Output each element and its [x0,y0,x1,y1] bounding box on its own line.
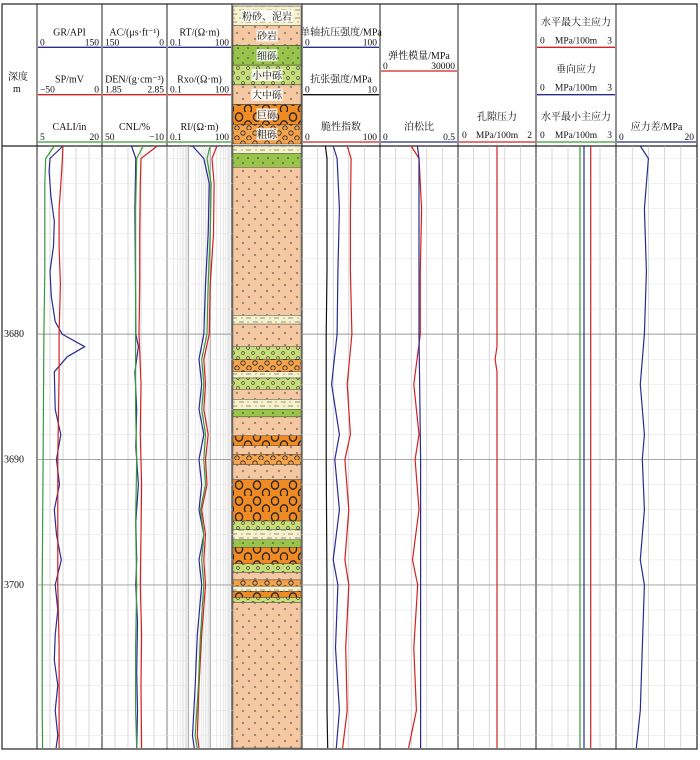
depth-tick-3680: 3680 [4,329,24,341]
header-t5-max-2: 100 [362,133,377,143]
header-t3-max-2: 100 [214,133,229,143]
lithology-bed-20 [233,540,301,548]
header-t5-max-0: 100 [362,38,377,49]
header-t2-max-1: 2.85 [147,85,164,96]
header-t6-max-0: 30000 [431,62,455,72]
header-t1-title-2: CALI/in [52,122,87,133]
curve-t6-0 [409,146,422,748]
lithology-bed-11 [233,409,301,417]
curve-t6-1 [417,146,420,748]
header-t3-min-2: 0.1 [170,133,182,143]
header-t8-max-0: 3 [607,36,612,47]
header-t8-title-2: 水平最小主应力 [541,112,611,123]
curve-t2-0 [132,146,139,748]
header-t1-min-2: 5 [40,133,45,143]
depth-unit-label: m [13,84,21,95]
header-t2-min-2: 50 [105,133,115,143]
header-t8-unit-0: MPa/100m [554,36,598,47]
header-t1-max-2: 20 [89,133,99,143]
header-t3-min-0: 0.1 [170,38,182,49]
header-t9-max-0: 20 [684,133,694,143]
lithology-bed-19 [233,530,301,540]
header-t3-max-0: 100 [214,38,229,49]
depth-tick-3690: 3690 [4,454,24,466]
header-t6-min-0: 0 [383,62,388,72]
lithology-bed-6 [233,359,301,372]
header-t8-unit-1: MPa/100m [554,83,598,94]
header-t5-min-1: 0 [305,85,310,96]
lithology-legend-label-0: 粉砂、泥岩 [242,11,292,23]
lithology-bed-16 [233,465,301,480]
lithology-bed-9 [233,389,301,399]
header-t7-unit-0: MPa/100m [475,131,519,141]
header-t3-min-1: 0.1 [170,85,182,96]
header-t2-max-2: −10 [149,133,164,143]
lithology-legend-label-5: 巨砾 [257,110,277,122]
header-t8-min-1: 0 [540,83,545,94]
curve-t7-0 [495,146,497,748]
lithology-bed-0 [233,146,301,154]
header-t8-min-0: 0 [540,36,545,47]
lithology-bed-7 [233,372,301,378]
lithology-bed-18 [233,521,301,530]
header-t9-min-0: 0 [619,133,624,143]
header-t5-max-1: 10 [367,85,377,96]
curve-t3-2 [195,146,211,748]
header-t6-min-1: 0 [383,133,388,143]
header-t8-min-2: 0 [540,131,545,141]
header-t1-min-1: −50 [40,85,55,96]
header-t8-unit-2: MPa/100m [554,131,598,141]
header-t2-title-1: DEN/(g·cm⁻³) [105,74,164,86]
lithology-bed-21 [233,547,301,563]
curve-t1-1 [58,146,63,748]
lithology-bed-2 [233,167,301,315]
curve-t5-0 [332,146,340,748]
depth-tick-3700: 3700 [4,579,24,591]
depth-axis-label: 深度 [8,72,28,83]
lithology-bed-14 [233,446,301,455]
header-t5-min-2: 0 [305,133,310,143]
lithology-bed-25 [233,586,301,591]
lithology-bed-27 [233,598,301,603]
curve-t1-2 [42,146,54,748]
lithology-bed-3 [233,315,301,324]
lithology-bed-13 [233,436,301,446]
header-t7-title-0: 孔隙压力 [477,112,517,123]
header-t1-title-0: GR/API [53,27,86,39]
lithology-bed-26 [233,591,301,597]
curve-t5-2 [343,146,352,748]
header-t2-min-0: 150 [105,38,120,49]
header-t2-min-1: 1.85 [105,85,122,96]
header-t5-min-0: 0 [305,38,310,49]
header-t2-title-0: AC/(μs·ft⁻¹) [109,27,160,39]
curve-t5-1 [325,146,327,748]
header-t5-title-0: 单轴抗压强度/MPa [300,27,382,39]
header-t1-title-1: SP/mV [55,74,84,86]
lithology-bed-24 [233,580,301,586]
header-t7-max-0: 2 [527,131,532,141]
header-t3-title-1: Rxo/(Ω·m) [177,74,222,86]
header-t9-title-0: 应力差/MPa [630,122,683,133]
header-t8-title-1: 垂向应力 [556,64,596,76]
lithology-legend-label-3: 小中砾 [252,71,282,82]
lithology-bed-22 [233,564,301,573]
header-t1-max-1: 0 [94,85,99,96]
lithology-bed-8 [233,378,301,389]
header-t3-title-2: RI/(Ω·m) [180,122,219,133]
lithology-bed-10 [233,399,301,409]
header-t8-max-1: 3 [607,83,612,94]
curve-t9-0 [636,146,648,748]
header-t6-title-0: 弹性模量/MPa [388,51,450,62]
header-t2-title-2: CNL/% [118,122,151,133]
header-t1-min-0: 0 [40,38,45,49]
header-t7-min-0: 0 [462,131,467,141]
lithology-bed-23 [233,572,301,580]
header-t3-title-0: RT/(Ω·m) [179,27,220,39]
lithology-bed-17 [233,480,301,521]
lithology-legend-label-6: 粗砾 [257,130,277,142]
header-t2-max-0: 0 [159,38,164,49]
curve-t1-0 [49,146,85,748]
header-t3-max-1: 100 [214,85,229,96]
lithology-bed-12 [233,417,301,436]
lithology-bed-5 [233,347,301,360]
lithology-bed-28 [233,603,301,748]
header-t5-title-2: 脆性指数 [321,122,361,133]
lithology-legend-label-4: 大中砾 [252,90,282,102]
curve-t2-1 [139,146,157,748]
lithology-legend-label-1: 砂岩 [257,31,277,43]
lithology-bed-4 [233,324,301,347]
header-t6-max-1: 0.5 [443,133,455,143]
header-t5-title-1: 抗张强度/MPa [310,74,372,86]
header-t8-max-2: 3 [607,131,612,141]
header-t8-title-0: 水平最大主应力 [541,17,611,29]
header-t6-title-1: 泊松比 [404,122,434,133]
lithology-bed-15 [233,455,301,465]
lithology-legend-label-2: 细砾 [257,51,277,63]
lithology-bed-1 [233,154,301,168]
header-t1-max-0: 150 [84,38,99,49]
